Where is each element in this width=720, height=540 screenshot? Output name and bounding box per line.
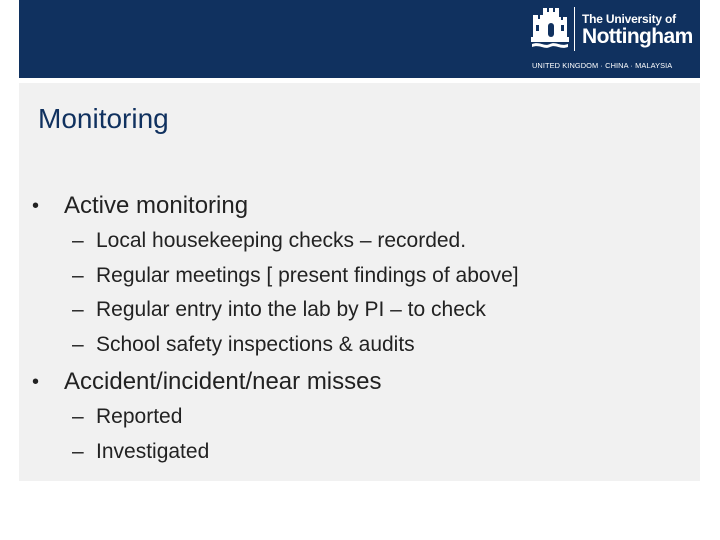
dash-glyph: – bbox=[72, 405, 84, 428]
bullet-text: Accident/incident/near misses bbox=[64, 368, 382, 395]
bullet-text: Active monitoring bbox=[64, 192, 249, 219]
bullet-item bbox=[30, 190, 670, 222]
dash-glyph: – bbox=[72, 263, 84, 287]
bullet-item bbox=[30, 366, 670, 398]
bullet-glyph: • bbox=[32, 195, 40, 217]
logo-divider bbox=[574, 7, 575, 51]
sub-item bbox=[30, 293, 670, 328]
dash-glyph: – bbox=[72, 332, 84, 356]
sub-list bbox=[30, 400, 670, 469]
sub-item-text: School safety inspections & audits bbox=[96, 332, 415, 356]
university-logo bbox=[530, 5, 692, 73]
sub-item bbox=[30, 435, 670, 470]
sub-item-text: Reported bbox=[96, 405, 183, 428]
dash-glyph: – bbox=[72, 439, 84, 463]
sub-item bbox=[30, 328, 670, 363]
sub-item-text: Investigated bbox=[96, 439, 210, 463]
sub-item bbox=[30, 259, 670, 294]
dash-glyph: – bbox=[72, 229, 84, 252]
logo-line-1: The University of bbox=[582, 12, 676, 26]
sub-item-text: Local housekeeping checks – recorded. bbox=[96, 229, 467, 252]
logo-line-2: Nottingham bbox=[582, 25, 693, 48]
logo-tagline: UNITED KINGDOM · CHINA · MALAYSIA bbox=[532, 61, 673, 70]
slide-title: Monitoring bbox=[38, 103, 169, 134]
sub-item-text: Regular meetings [ present findings of above] bbox=[96, 263, 519, 287]
sub-item-text: Regular entry into the lab by PI – to check bbox=[96, 298, 486, 321]
sub-item bbox=[30, 400, 670, 435]
dash-glyph: – bbox=[72, 298, 84, 321]
castle-icon bbox=[530, 5, 570, 53]
bullet-glyph: • bbox=[32, 371, 40, 393]
slide-body bbox=[30, 190, 670, 473]
sub-list bbox=[30, 224, 670, 362]
sub-item bbox=[30, 224, 670, 259]
